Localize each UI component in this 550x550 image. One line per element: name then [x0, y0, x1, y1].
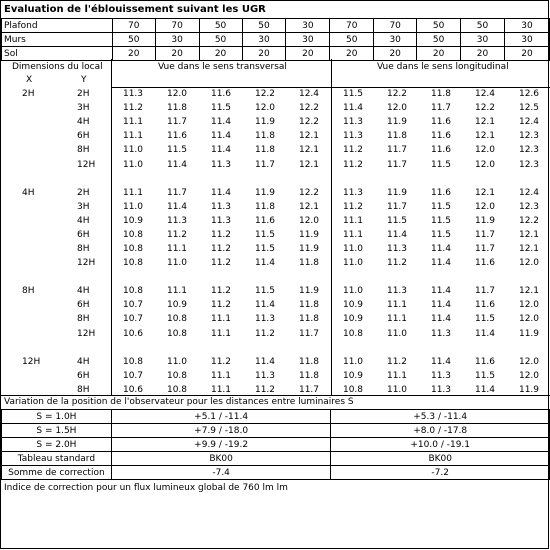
- longitudinal-value: 11.9: [474, 215, 496, 226]
- longitudinal-value: 12.4: [474, 89, 496, 99]
- longitudinal-value: 11.3: [386, 244, 408, 254]
- longitudinal-value: 12.0: [518, 258, 540, 269]
- longitudinal-value: 11.9: [518, 384, 540, 395]
- transversal-value: 10.8: [122, 356, 144, 367]
- transversal-value: 11.1: [210, 328, 232, 339]
- transversal-value: 11.5: [254, 244, 276, 254]
- longitudinal-value: 11.9: [518, 328, 540, 339]
- transversal-value: 11.1: [210, 384, 232, 395]
- variation-label: S = 1.0H: [2, 410, 112, 424]
- variation-transversal: +5.1 / -11.4: [111, 410, 331, 424]
- transversal-value: 11.1: [166, 244, 188, 254]
- transversal-value: 11.3: [254, 370, 276, 381]
- row-y-label: 6H: [77, 300, 90, 311]
- row-y-label: 6H: [77, 370, 90, 381]
- longitudinal-value: 11.4: [474, 384, 496, 395]
- transversal-value: 12.4: [298, 89, 320, 99]
- longitudinal-value: 11.1: [342, 215, 364, 226]
- longitudinal-value: 11.1: [386, 314, 408, 325]
- transversal-value: 11.7: [298, 328, 320, 339]
- longitudinal-value: 11.1: [342, 229, 364, 240]
- row-y-label: 6H: [77, 229, 90, 240]
- header-cell: 20: [112, 47, 155, 61]
- longitudinal-value: 12.0: [386, 103, 408, 114]
- row-y-label: 12H: [77, 159, 96, 170]
- transversal-value: 10.9: [166, 300, 188, 311]
- header-cell: 20: [417, 47, 461, 61]
- transversal-value: 11.9: [254, 187, 276, 198]
- longitudinal-value: 11.5: [430, 159, 452, 170]
- longitudinal-value: 11.1: [386, 300, 408, 311]
- divider-views: [331, 59, 332, 395]
- longitudinal-value: 10.8: [342, 384, 364, 395]
- longitudinal-value: 12.0: [474, 145, 496, 156]
- divider-subheader: [111, 87, 550, 88]
- row-y-label: 12H: [77, 328, 96, 339]
- transversal-value: 11.0: [122, 201, 144, 212]
- row-y-label: 8H: [77, 145, 90, 156]
- longitudinal-value: 12.5: [518, 103, 540, 114]
- longitudinal-value: 11.0: [386, 328, 408, 339]
- header-row-label: Sol: [2, 47, 113, 61]
- transversal-value: 11.4: [254, 300, 276, 311]
- header-row: [2, 19, 550, 33]
- header-cell: 20: [286, 47, 330, 61]
- longitudinal-value: 11.3: [342, 117, 364, 128]
- header-cell: 20: [374, 47, 417, 61]
- header-cell: 30: [374, 33, 417, 47]
- longitudinal-value: 11.4: [430, 244, 452, 254]
- transversal-value: 11.4: [254, 356, 276, 367]
- standard-longitudinal: BK00: [331, 452, 550, 466]
- transversal-value: 11.6: [254, 215, 276, 226]
- dimensions-label: Dimensions du local: [12, 62, 103, 72]
- transversal-value: 11.2: [166, 229, 188, 240]
- header-cell: 30: [504, 19, 549, 33]
- transversal-value: 11.3: [122, 89, 144, 99]
- longitudinal-value: 11.5: [386, 215, 408, 226]
- longitudinal-value: 11.0: [342, 286, 364, 297]
- transversal-value: 11.2: [210, 286, 232, 297]
- transversal-value: 10.8: [166, 370, 188, 381]
- longitudinal-value: 11.4: [342, 103, 364, 114]
- transversal-value: 12.1: [298, 201, 320, 212]
- transversal-value: 11.9: [298, 229, 320, 240]
- longitudinal-value: 12.4: [518, 187, 540, 198]
- transversal-value: 11.5: [166, 145, 188, 156]
- transversal-value: 11.0: [166, 258, 188, 269]
- transversal-value: 11.4: [254, 258, 276, 269]
- transversal-value: 11.7: [166, 187, 188, 198]
- longitudinal-value: 11.6: [430, 117, 452, 128]
- transversal-value: 11.5: [254, 229, 276, 240]
- longitudinal-value: 12.2: [518, 215, 540, 226]
- longitudinal-value: 11.2: [342, 145, 364, 156]
- variation-label: S = 1.5H: [2, 424, 112, 438]
- transversal-value: 11.8: [298, 314, 320, 325]
- view-transversal-label: Vue dans le sens transversal: [158, 62, 287, 72]
- longitudinal-value: 11.2: [386, 356, 408, 367]
- longitudinal-value: 11.2: [386, 258, 408, 269]
- transversal-value: 12.2: [298, 117, 320, 128]
- variation-row: [2, 438, 550, 452]
- longitudinal-value: 11.5: [430, 229, 452, 240]
- transversal-value: 10.8: [122, 286, 144, 297]
- transversal-value: 10.8: [122, 244, 144, 254]
- longitudinal-value: 11.8: [430, 89, 452, 99]
- header-cell: 30: [504, 33, 549, 47]
- header-cell: 70: [330, 19, 374, 33]
- longitudinal-value: 11.7: [474, 286, 496, 297]
- longitudinal-value: 11.2: [342, 159, 364, 170]
- longitudinal-value: 12.0: [518, 300, 540, 311]
- transversal-value: 11.1: [122, 117, 144, 128]
- longitudinal-value: 10.8: [342, 328, 364, 339]
- divider-dims: [111, 59, 112, 395]
- transversal-value: 12.2: [298, 103, 320, 114]
- transversal-value: 11.1: [210, 370, 232, 381]
- transversal-value: 10.8: [166, 314, 188, 325]
- longitudinal-value: 11.4: [430, 286, 452, 297]
- longitudinal-value: 11.4: [430, 356, 452, 367]
- transversal-value: 11.8: [298, 370, 320, 381]
- longitudinal-value: 11.4: [474, 328, 496, 339]
- row-y-label: 4H: [77, 286, 90, 297]
- row-y-label: 8H: [77, 384, 90, 395]
- longitudinal-value: 11.9: [386, 117, 408, 128]
- variation-row: [2, 424, 550, 438]
- transversal-value: 11.2: [210, 229, 232, 240]
- header-row-label: Plafond: [2, 19, 113, 33]
- longitudinal-value: 12.4: [518, 117, 540, 128]
- longitudinal-value: 11.7: [474, 229, 496, 240]
- longitudinal-value: 12.1: [518, 244, 540, 254]
- transversal-value: 11.8: [254, 145, 276, 156]
- transversal-value: 11.7: [166, 117, 188, 128]
- variation-longitudinal: +10.0 / -19.1: [331, 438, 550, 452]
- longitudinal-value: 11.7: [474, 244, 496, 254]
- header-cell: 50: [417, 19, 461, 33]
- variation-table: [1, 409, 550, 480]
- header-cell: 50: [242, 19, 286, 33]
- longitudinal-value: 11.5: [430, 201, 452, 212]
- header-cell: 50: [461, 19, 505, 33]
- header-cell: 50: [199, 33, 242, 47]
- longitudinal-value: 12.0: [474, 159, 496, 170]
- transversal-value: 12.1: [298, 159, 320, 170]
- correction-label: Somme de correction: [2, 466, 112, 480]
- longitudinal-value: 11.7: [386, 159, 408, 170]
- longitudinal-value: 10.9: [342, 370, 364, 381]
- correction-longitudinal: -7.2: [331, 466, 550, 480]
- transversal-value: 11.2: [210, 244, 232, 254]
- transversal-value: 11.0: [122, 159, 144, 170]
- transversal-value: 10.9: [122, 215, 144, 226]
- longitudinal-value: 11.4: [430, 258, 452, 269]
- longitudinal-value: 11.0: [386, 384, 408, 395]
- longitudinal-value: 11.3: [430, 370, 452, 381]
- longitudinal-value: 11.5: [474, 314, 496, 325]
- header-row: [2, 33, 550, 47]
- variation-transversal: +9.9 / -19.2: [111, 438, 331, 452]
- group-x-label: 2H: [22, 89, 35, 99]
- header-cell: 70: [155, 19, 199, 33]
- longitudinal-value: 11.5: [430, 215, 452, 226]
- row-y-label: 12H: [77, 258, 96, 269]
- correction-transversal: -7.4: [111, 466, 331, 480]
- transversal-value: 11.2: [254, 384, 276, 395]
- group-x-label: 12H: [22, 356, 41, 367]
- row-y-label: 4H: [77, 215, 90, 226]
- transversal-value: 11.2: [210, 300, 232, 311]
- header-row-label: Murs: [2, 33, 113, 47]
- longitudinal-value: 12.3: [518, 201, 540, 212]
- header-cell: 30: [286, 33, 330, 47]
- row-y-label: 8H: [77, 244, 90, 254]
- transversal-value: 11.2: [210, 356, 232, 367]
- row-y-label: 6H: [77, 131, 90, 142]
- transversal-value: 11.3: [210, 215, 232, 226]
- transversal-value: 11.3: [210, 159, 232, 170]
- longitudinal-value: 11.5: [474, 370, 496, 381]
- transversal-value: 11.4: [166, 201, 188, 212]
- longitudinal-value: 11.4: [386, 229, 408, 240]
- transversal-value: 11.1: [210, 314, 232, 325]
- longitudinal-value: 11.3: [430, 384, 452, 395]
- transversal-value: 11.7: [298, 384, 320, 395]
- header-cell: 70: [374, 19, 417, 33]
- transversal-value: 10.7: [122, 314, 144, 325]
- transversal-value: 11.2: [254, 328, 276, 339]
- longitudinal-value: 12.0: [474, 201, 496, 212]
- transversal-value: 11.6: [166, 131, 188, 142]
- header-cell: 20: [199, 47, 242, 61]
- header-cell: 70: [112, 19, 155, 33]
- longitudinal-value: 12.6: [518, 89, 540, 99]
- longitudinal-value: 10.9: [342, 314, 364, 325]
- row-y-label: 2H: [77, 187, 90, 198]
- longitudinal-value: 12.1: [474, 131, 496, 142]
- transversal-value: 12.0: [298, 215, 320, 226]
- transversal-value: 11.1: [166, 286, 188, 297]
- transversal-value: 12.0: [254, 103, 276, 114]
- longitudinal-value: 11.2: [342, 201, 364, 212]
- longitudinal-value: 11.6: [430, 187, 452, 198]
- header-cell: 50: [330, 33, 374, 47]
- transversal-value: 12.1: [298, 145, 320, 156]
- transversal-value: 10.8: [166, 384, 188, 395]
- header-cell: 30: [286, 19, 330, 33]
- transversal-value: 11.1: [122, 187, 144, 198]
- longitudinal-value: 11.5: [342, 89, 364, 99]
- header-cell: 20: [330, 47, 374, 61]
- header-cell: 20: [242, 47, 286, 61]
- longitudinal-value: 12.3: [518, 145, 540, 156]
- transversal-value: 10.7: [122, 300, 144, 311]
- variation-title: Variation de la position de l'observateur pour les distances entre luminaires S: [4, 397, 354, 407]
- divider-variation-top: [1, 395, 550, 396]
- x-column-label: X: [26, 75, 33, 85]
- longitudinal-value: 11.0: [342, 356, 364, 367]
- transversal-value: 11.4: [210, 117, 232, 128]
- transversal-value: 11.4: [210, 131, 232, 142]
- transversal-value: 11.8: [298, 258, 320, 269]
- standard-transversal: BK00: [111, 452, 331, 466]
- longitudinal-value: 11.6: [430, 131, 452, 142]
- variation-label: S = 2.0H: [2, 438, 112, 452]
- longitudinal-value: 11.4: [430, 300, 452, 311]
- longitudinal-value: 12.0: [518, 356, 540, 367]
- transversal-value: 11.1: [122, 131, 144, 142]
- document-title: Evaluation de l'éblouissement suivant les UGR: [4, 4, 266, 15]
- longitudinal-value: 12.0: [518, 370, 540, 381]
- transversal-value: 10.6: [122, 328, 144, 339]
- transversal-value: 11.8: [254, 131, 276, 142]
- transversal-value: 11.4: [210, 187, 232, 198]
- longitudinal-value: 11.3: [342, 131, 364, 142]
- longitudinal-value: 11.7: [386, 201, 408, 212]
- longitudinal-value: 12.2: [386, 89, 408, 99]
- transversal-value: 11.4: [166, 159, 188, 170]
- header-cell: 50: [417, 33, 461, 47]
- transversal-value: 10.8: [122, 258, 144, 269]
- transversal-value: 11.0: [122, 145, 144, 156]
- variation-transversal: +7.9 / -18.0: [111, 424, 331, 438]
- transversal-value: 11.8: [298, 300, 320, 311]
- longitudinal-value: 11.4: [430, 314, 452, 325]
- longitudinal-value: 11.6: [474, 356, 496, 367]
- longitudinal-value: 10.9: [342, 300, 364, 311]
- transversal-value: 11.9: [298, 286, 320, 297]
- longitudinal-value: 11.1: [386, 370, 408, 381]
- row-y-label: 8H: [77, 314, 90, 325]
- longitudinal-value: 12.1: [518, 286, 540, 297]
- longitudinal-value: 11.7: [386, 145, 408, 156]
- longitudinal-value: 11.6: [474, 258, 496, 269]
- transversal-value: 10.7: [122, 370, 144, 381]
- transversal-value: 12.1: [298, 131, 320, 142]
- standard-label: Tableau standard: [2, 452, 112, 466]
- correction-row: [2, 466, 550, 480]
- header-cell: 30: [242, 33, 286, 47]
- variation-longitudinal: +5.3 / -11.4: [331, 410, 550, 424]
- transversal-value: 11.9: [298, 244, 320, 254]
- transversal-value: 11.5: [254, 286, 276, 297]
- row-y-label: 3H: [77, 201, 90, 212]
- row-y-label: 4H: [77, 117, 90, 128]
- view-longitudinal-label: Vue dans le sens longitudinal: [377, 62, 509, 72]
- transversal-value: 12.2: [298, 187, 320, 198]
- header-cell: 50: [112, 33, 155, 47]
- transversal-value: 11.8: [298, 356, 320, 367]
- row-y-label: 2H: [77, 89, 90, 99]
- header-row: [2, 47, 550, 61]
- longitudinal-value: 12.1: [518, 229, 540, 240]
- longitudinal-value: 11.3: [430, 328, 452, 339]
- transversal-value: 11.8: [166, 103, 188, 114]
- transversal-value: 11.2: [210, 258, 232, 269]
- longitudinal-value: 12.2: [474, 103, 496, 114]
- variation-longitudinal: +8.0 / -17.8: [331, 424, 550, 438]
- longitudinal-value: 11.8: [386, 131, 408, 142]
- longitudinal-value: 12.3: [518, 159, 540, 170]
- transversal-value: 11.3: [254, 314, 276, 325]
- transversal-value: 11.8: [254, 201, 276, 212]
- transversal-value: 11.2: [122, 103, 144, 114]
- transversal-value: 11.5: [210, 103, 232, 114]
- longitudinal-value: 11.9: [386, 187, 408, 198]
- longitudinal-value: 11.7: [430, 103, 452, 114]
- group-x-label: 8H: [22, 286, 35, 297]
- longitudinal-value: 11.0: [342, 258, 364, 269]
- transversal-value: 10.8: [122, 229, 144, 240]
- longitudinal-value: 11.0: [342, 244, 364, 254]
- transversal-value: 10.8: [166, 328, 188, 339]
- header-cell: 20: [461, 47, 505, 61]
- transversal-value: 11.3: [166, 215, 188, 226]
- transversal-value: 11.0: [166, 356, 188, 367]
- header-cell: 50: [199, 19, 242, 33]
- transversal-value: 11.6: [210, 89, 232, 99]
- reflectance-header-table: [1, 18, 550, 61]
- header-cell: 20: [504, 47, 549, 61]
- longitudinal-value: 11.3: [342, 187, 364, 198]
- transversal-value: 11.3: [210, 201, 232, 212]
- header-cell: 30: [461, 33, 505, 47]
- longitudinal-value: 11.3: [386, 286, 408, 297]
- longitudinal-value: 12.1: [474, 117, 496, 128]
- footer-note: Indice de correction pour un flux lumineux global de 760 lm lm: [4, 483, 288, 493]
- transversal-value: 12.2: [254, 89, 276, 99]
- y-column-label: Y: [81, 75, 87, 85]
- transversal-value: 12.0: [166, 89, 188, 99]
- variation-row: [2, 410, 550, 424]
- header-cell: 20: [155, 47, 199, 61]
- longitudinal-value: 12.3: [518, 131, 540, 142]
- transversal-value: 11.4: [210, 145, 232, 156]
- standard-row: [2, 452, 550, 466]
- group-x-label: 4H: [22, 187, 35, 198]
- transversal-value: 11.9: [254, 117, 276, 128]
- row-y-label: 4H: [77, 356, 90, 367]
- longitudinal-value: 11.6: [430, 145, 452, 156]
- longitudinal-value: 11.6: [474, 300, 496, 311]
- longitudinal-value: 12.0: [518, 314, 540, 325]
- transversal-value: 10.6: [122, 384, 144, 395]
- header-cell: 30: [155, 33, 199, 47]
- row-y-label: 3H: [77, 103, 90, 114]
- longitudinal-value: 12.1: [474, 187, 496, 198]
- transversal-value: 11.7: [254, 159, 276, 170]
